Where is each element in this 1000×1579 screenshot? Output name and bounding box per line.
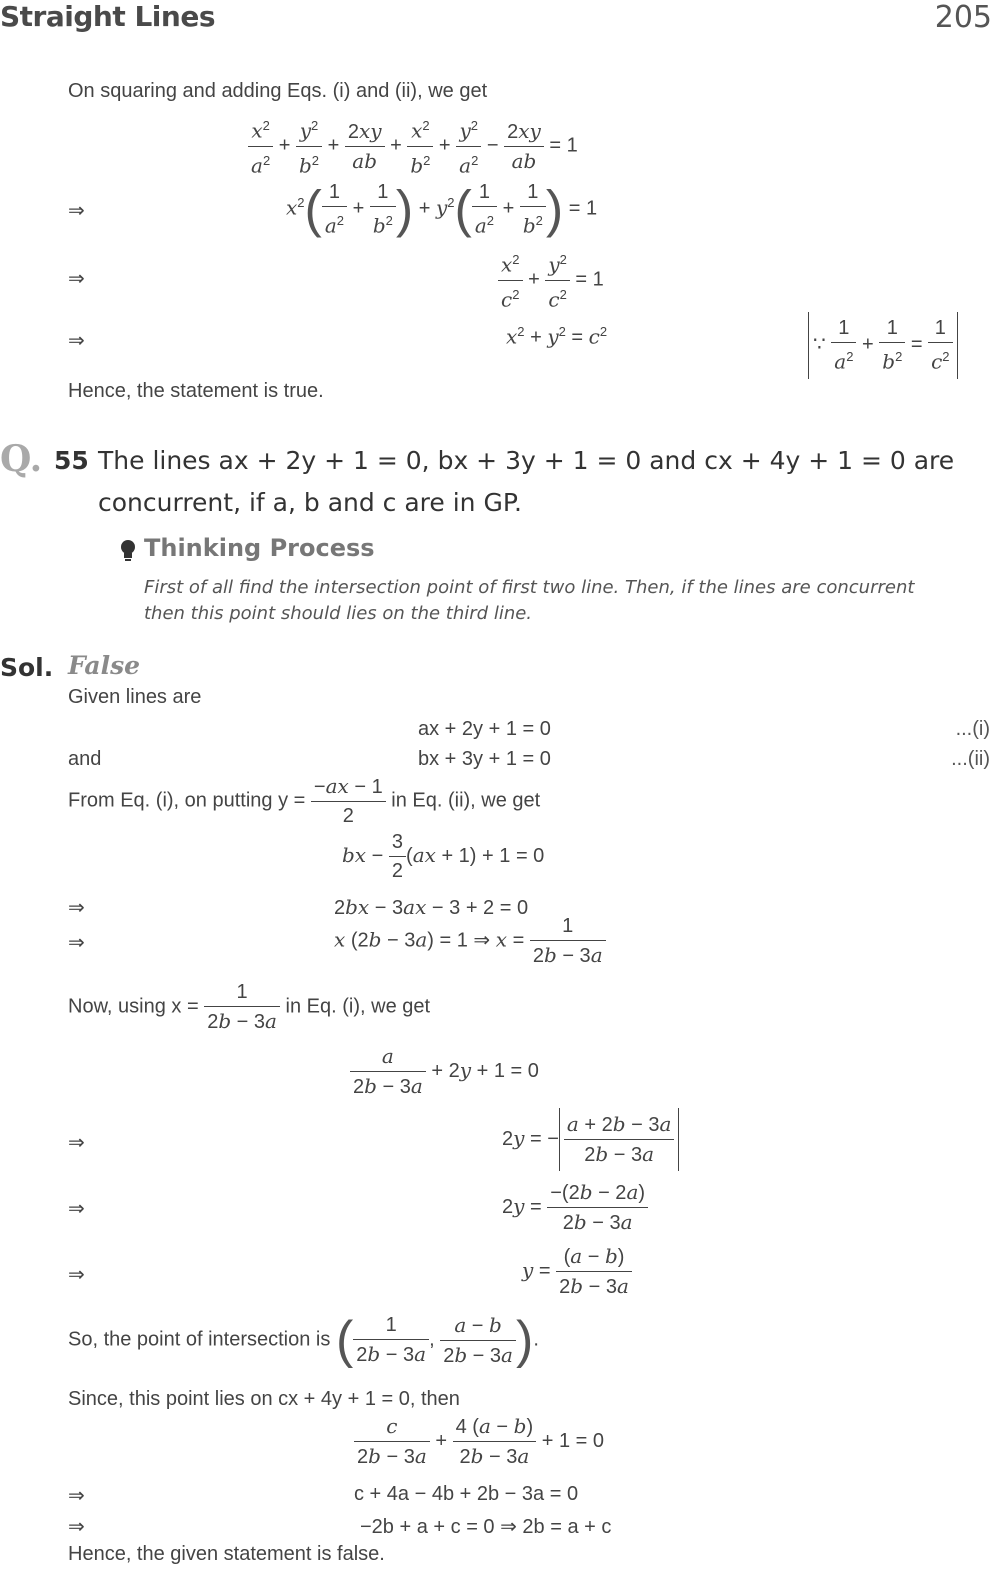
equation-tag-2: ...(ii) <box>951 748 990 770</box>
implies-symbol: ⇒ <box>68 897 85 919</box>
equation-third-line: $\frac{c}{2b - 3a}$ + $\frac{4 (a - b)}{2b - 3a}$ + 1 = 0 <box>354 1412 604 1471</box>
implies-symbol: ⇒ <box>68 1485 85 1507</box>
equation-simplified: 2bx − 3ax − 3 + 2 = 0 <box>334 895 529 919</box>
implies-symbol: ⇒ <box>68 1516 85 1538</box>
equation-x-value: x (2b − 3a) = 1 ⇒ x = $\frac{1}{2b - 3a}$ <box>334 912 606 970</box>
implies-symbol: ⇒ <box>68 200 85 222</box>
intersection-point-line: So, the point of intersection is ( $\frac{1}{2b - 3a}$ , $\frac{a - b}{2b - 3a}$ ). <box>68 1311 539 1369</box>
solution-answer: False <box>68 651 141 680</box>
bulb-icon <box>118 538 138 562</box>
thinking-process-line2: then this point should lies on the third line. <box>144 603 533 624</box>
equation-tag-1: ...(i) <box>955 718 990 740</box>
chapter-title: Straight Lines <box>0 0 215 33</box>
thinking-process-title: Thinking Process <box>144 534 375 562</box>
since-bracket: ∵ $\frac{1}{a^2}$ + $\frac{1}{b^2}$ = $\frac{1}{c^2}$ <box>808 312 958 379</box>
implies-symbol: ⇒ <box>68 1264 85 1286</box>
equation-step-b: −2b + a + c = 0 ⇒ 2b = a + c <box>360 1516 612 1538</box>
substitution-line: From Eq. (i), on putting y = $\frac{-ax - 1}{2}$ in Eq. (ii), we get <box>68 772 540 830</box>
equation-step-a: c + 4a − 4b + 2b − 3a = 0 <box>354 1483 579 1505</box>
implies-symbol: ⇒ <box>68 932 85 954</box>
intro-line: On squaring and adding Eqs. (i) and (ii), we get <box>68 80 488 102</box>
implies-symbol: ⇒ <box>68 330 85 352</box>
since-line: Since, this point lies on cx + 4y + 1 = 0, then <box>68 1388 460 1410</box>
now-using-line: Now, using x = $\frac{1}{2b - 3a}$ in Eq. (i), we get <box>68 978 430 1036</box>
intro-conclusion: Hence, the statement is true. <box>68 380 324 402</box>
equation-2y-bracket: 2y = − $\frac{a + 2b - 3a}{2b - 3a}$ <box>502 1108 679 1171</box>
equation-line-2: bx + 3y + 1 = 0 <box>418 748 551 770</box>
and-word: and <box>68 748 102 770</box>
page-number: 205 <box>934 0 992 35</box>
equation-2y-value: 2y = $\frac{-(2b - 2a)}{2b - 3a}$ <box>502 1178 648 1237</box>
question-label: Q. <box>0 438 43 480</box>
equation-circle: $x^2 + y^2 = c^2$ <box>506 324 608 349</box>
given-lines-text: Given lines are <box>68 686 202 708</box>
final-conclusion: Hence, the given statement is false. <box>68 1543 385 1565</box>
implies-symbol: ⇒ <box>68 268 85 290</box>
equation-y-value: y = $\frac{(a - b)}{2b - 3a}$ <box>522 1242 632 1301</box>
equation-substituted: bx − $\frac{3}{2}$ (ax + 1) + 1 = 0 <box>342 828 544 885</box>
question-text-line1: The lines ax + 2y + 1 = 0, bx + 3y + 1 = 0 and cx + 4y + 1 = 0 are <box>98 446 955 475</box>
equation-over-c: $\frac{x^2}{c^2}$ + $\frac{y^2}{c^2}$ = 1 <box>498 246 604 314</box>
question-number: 55 <box>54 446 89 475</box>
solution-label: Sol. <box>0 653 54 682</box>
question-text-line2: concurrent, if a, b and c are in GP. <box>98 488 522 517</box>
implies-symbol: ⇒ <box>68 1132 85 1154</box>
implies-symbol: ⇒ <box>68 1198 85 1220</box>
equation-y-sub: $\frac{a}{2b - 3a}$ + 2y + 1 = 0 <box>350 1042 539 1101</box>
thinking-process-line1: First of all find the intersection point of first two line. Then, if the lines are concurrent <box>144 577 915 598</box>
equation-sum-squares: $\frac{x^2}{a^2}$ + $\frac{y^2}{b^2}$ + $\frac{2xy}{ab}$ + $\frac{x^2}{b^2}$ + $\frac{y^2}{a^2}$ − $\frac{2xy}{ab}$ = 1 <box>248 112 578 180</box>
equation-line-1: ax + 2y + 1 = 0 <box>418 718 551 740</box>
equation-factored: $x^2$( $\frac{1}{a^2}$ + $\frac{1}{b^2}$ ) + $y^2$( $\frac{1}{a^2}$ + $\frac{1}{b^2}$ ) = 1 <box>286 178 597 241</box>
